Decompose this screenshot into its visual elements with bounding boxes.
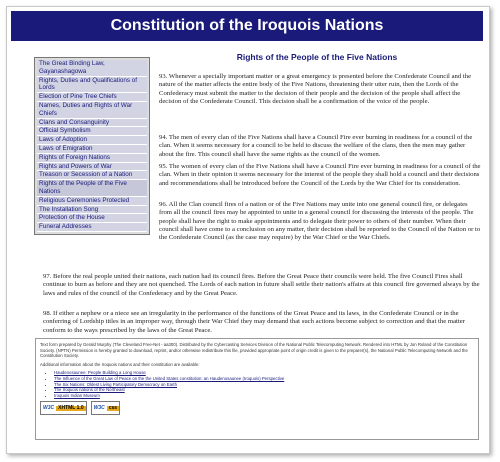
page-frame <box>6 6 490 454</box>
validator-badges <box>40 401 474 415</box>
sidebar-item-rights-of-people[interactable]: Rights of the People of the Five Nations <box>37 180 147 197</box>
article-98: 98. If either a nephew or a niece see an irregularity in the performance of the functions of the Great Peace and its laws, in the Confederate Council or in the conferring of Lordship titles in an improper way, through their War Chief they may demand that such actions become subject to correction and that the matter conform to the ways prescribed by the laws of the Great Peace. <box>43 310 465 334</box>
sidebar-item-funeral[interactable]: Funeral Addresses <box>37 223 147 232</box>
css-label: css <box>108 404 118 411</box>
footer-link[interactable]: • The Iroquois nations of the Northeast <box>54 387 474 393</box>
footer-link[interactable]: • Iroquois Indian Museum <box>54 393 474 399</box>
article-93: 93. Whenever a specially important matter or a great emergency is presented before the Confederate Council and the nature of the matter affects the entire body of the Five Nations, threatening their utter ruin, then the Lords of the Confederacy must submit the matter to the decision of their people and the decision of the people shall affect the decision of the Confederate Council. This decision shall be a confirmation of the voice of the people. <box>159 73 472 105</box>
sidebar-item-house[interactable]: Protection of the House <box>37 214 147 223</box>
footer-link[interactable]: • Haudenosaunee: People Building a Long House <box>54 370 474 376</box>
sidebar-item-great-binding-law[interactable]: The Great Binding Law, Gayanashagowa <box>37 60 147 77</box>
xhtml-valid-badge[interactable] <box>40 401 87 415</box>
sidebar-item-pine-tree-chiefs[interactable]: Election of Pine Tree Chiefs <box>37 93 147 102</box>
page-header <box>11 11 483 41</box>
footer-link[interactable]: • The Six Nations: Oldest Living Participatory Democracy on Earth <box>54 382 474 388</box>
footer-credit: Text form prepared by Gerald Murphy (The Cleveland Free-Net - aa300). Distributed by the Cybercasting Services Division of the National Public Telecomputing Network. Rendered into HTML by Jon Roland of the Constitution Society. (NPTN) Permission is hereby granted to download, reprint, and/or otherwise redistribute this file, provided appropriate point of origin credit is given to the preparer(s), the National Public Telecomputing Network and the Constitution Society. <box>40 342 468 359</box>
css-valid-badge[interactable] <box>91 401 120 415</box>
footer-additional: Additional information about the Iroquois nations and their constitution are available: <box>40 361 200 367</box>
page-title: Constitution of the Iroquois Nations <box>110 17 384 34</box>
w3c-logo: W3C <box>43 404 55 411</box>
footer-link[interactable]: • The Influence of the Great Law of Peace on the the United States constitution: an Haudenosaunee (Iroquois) Perspective <box>54 376 474 382</box>
xhtml-label: XHTML 1.0 <box>58 404 84 411</box>
article-95: 95. The women of every clan of the Five Nations shall have a Council Fire ever burning in readiness for a council of the clan. When in their opinion it seems necessary for the interest of the people they shall hold a council and their decisions and recommendations shall be introduced before the Council of the Lords by the War Chief for its consideration. <box>159 163 481 187</box>
article-97: 97. Before the real people united their nations, each nation had its council fires. Before the Great Peace their councils were held. The five Council Fires shall continue to burn as before and they are not quenched. The Lords of each nation in future shall settle their nation's affairs at this council fire governed always by the laws and rules of the council of the Confederacy and by the Great Peace. <box>43 273 480 297</box>
sidebar-item-symbolism[interactable]: Official Symbolism <box>37 127 147 136</box>
footer-links <box>40 370 474 398</box>
w3c-logo: W3C <box>93 404 105 411</box>
sidebar-item-clans[interactable]: Clans and Consanguinity <box>37 119 147 128</box>
sidebar-item-rights-duties-lords[interactable]: Rights, Duties and Qualifications of Lords <box>37 77 147 94</box>
sidebar-item-installation-song[interactable]: The Installation Song <box>37 206 147 215</box>
sidebar-item-war-powers[interactable]: Rights and Powers of War <box>37 163 147 172</box>
footer-box <box>35 338 479 440</box>
sidebar-item-ceremonies[interactable]: Religious Ceremonies Protected <box>37 197 147 206</box>
sidebar-item-war-chiefs[interactable]: Names, Duties and Rights of War Chiefs <box>37 102 147 119</box>
sidebar-item-foreign-nations[interactable]: Rights of Foreign Nations <box>37 154 147 163</box>
sidebar-item-treason[interactable]: Treason or Secession of a Nation <box>37 171 147 180</box>
sidebar-item-emigration[interactable]: Laws of Emigration <box>37 145 147 154</box>
article-94: 94. The men of every clan of the Five Nations shall have a Council Fire ever burning in readiness for a council of the clan. When it seems necessary for a council to be held to discuss the welfare of the clans, then the men may gather about the fire. This council shall have the same rights as the council of the women. <box>159 134 473 158</box>
sidebar-nav <box>34 57 150 235</box>
section-title: Rights of the People of the Five Nations <box>236 52 398 62</box>
sidebar-item-adoption[interactable]: Laws of Adoption <box>37 136 147 145</box>
article-96: 96. All the Clan council fires of a nation or of the Five Nations may unite into one general council fire, or delegates from all the council fires may be appointed to unite in a general council for discussing the interests of the people. The people shall have the right to make appointments and to delegate their power to others of their number. When their council shall have come to a conclusion on any matter, their decision shall be reported to the Council of the Nation or to the Confederate Council (as the case may require) by the War Chief or the War Chiefs. <box>159 201 481 242</box>
